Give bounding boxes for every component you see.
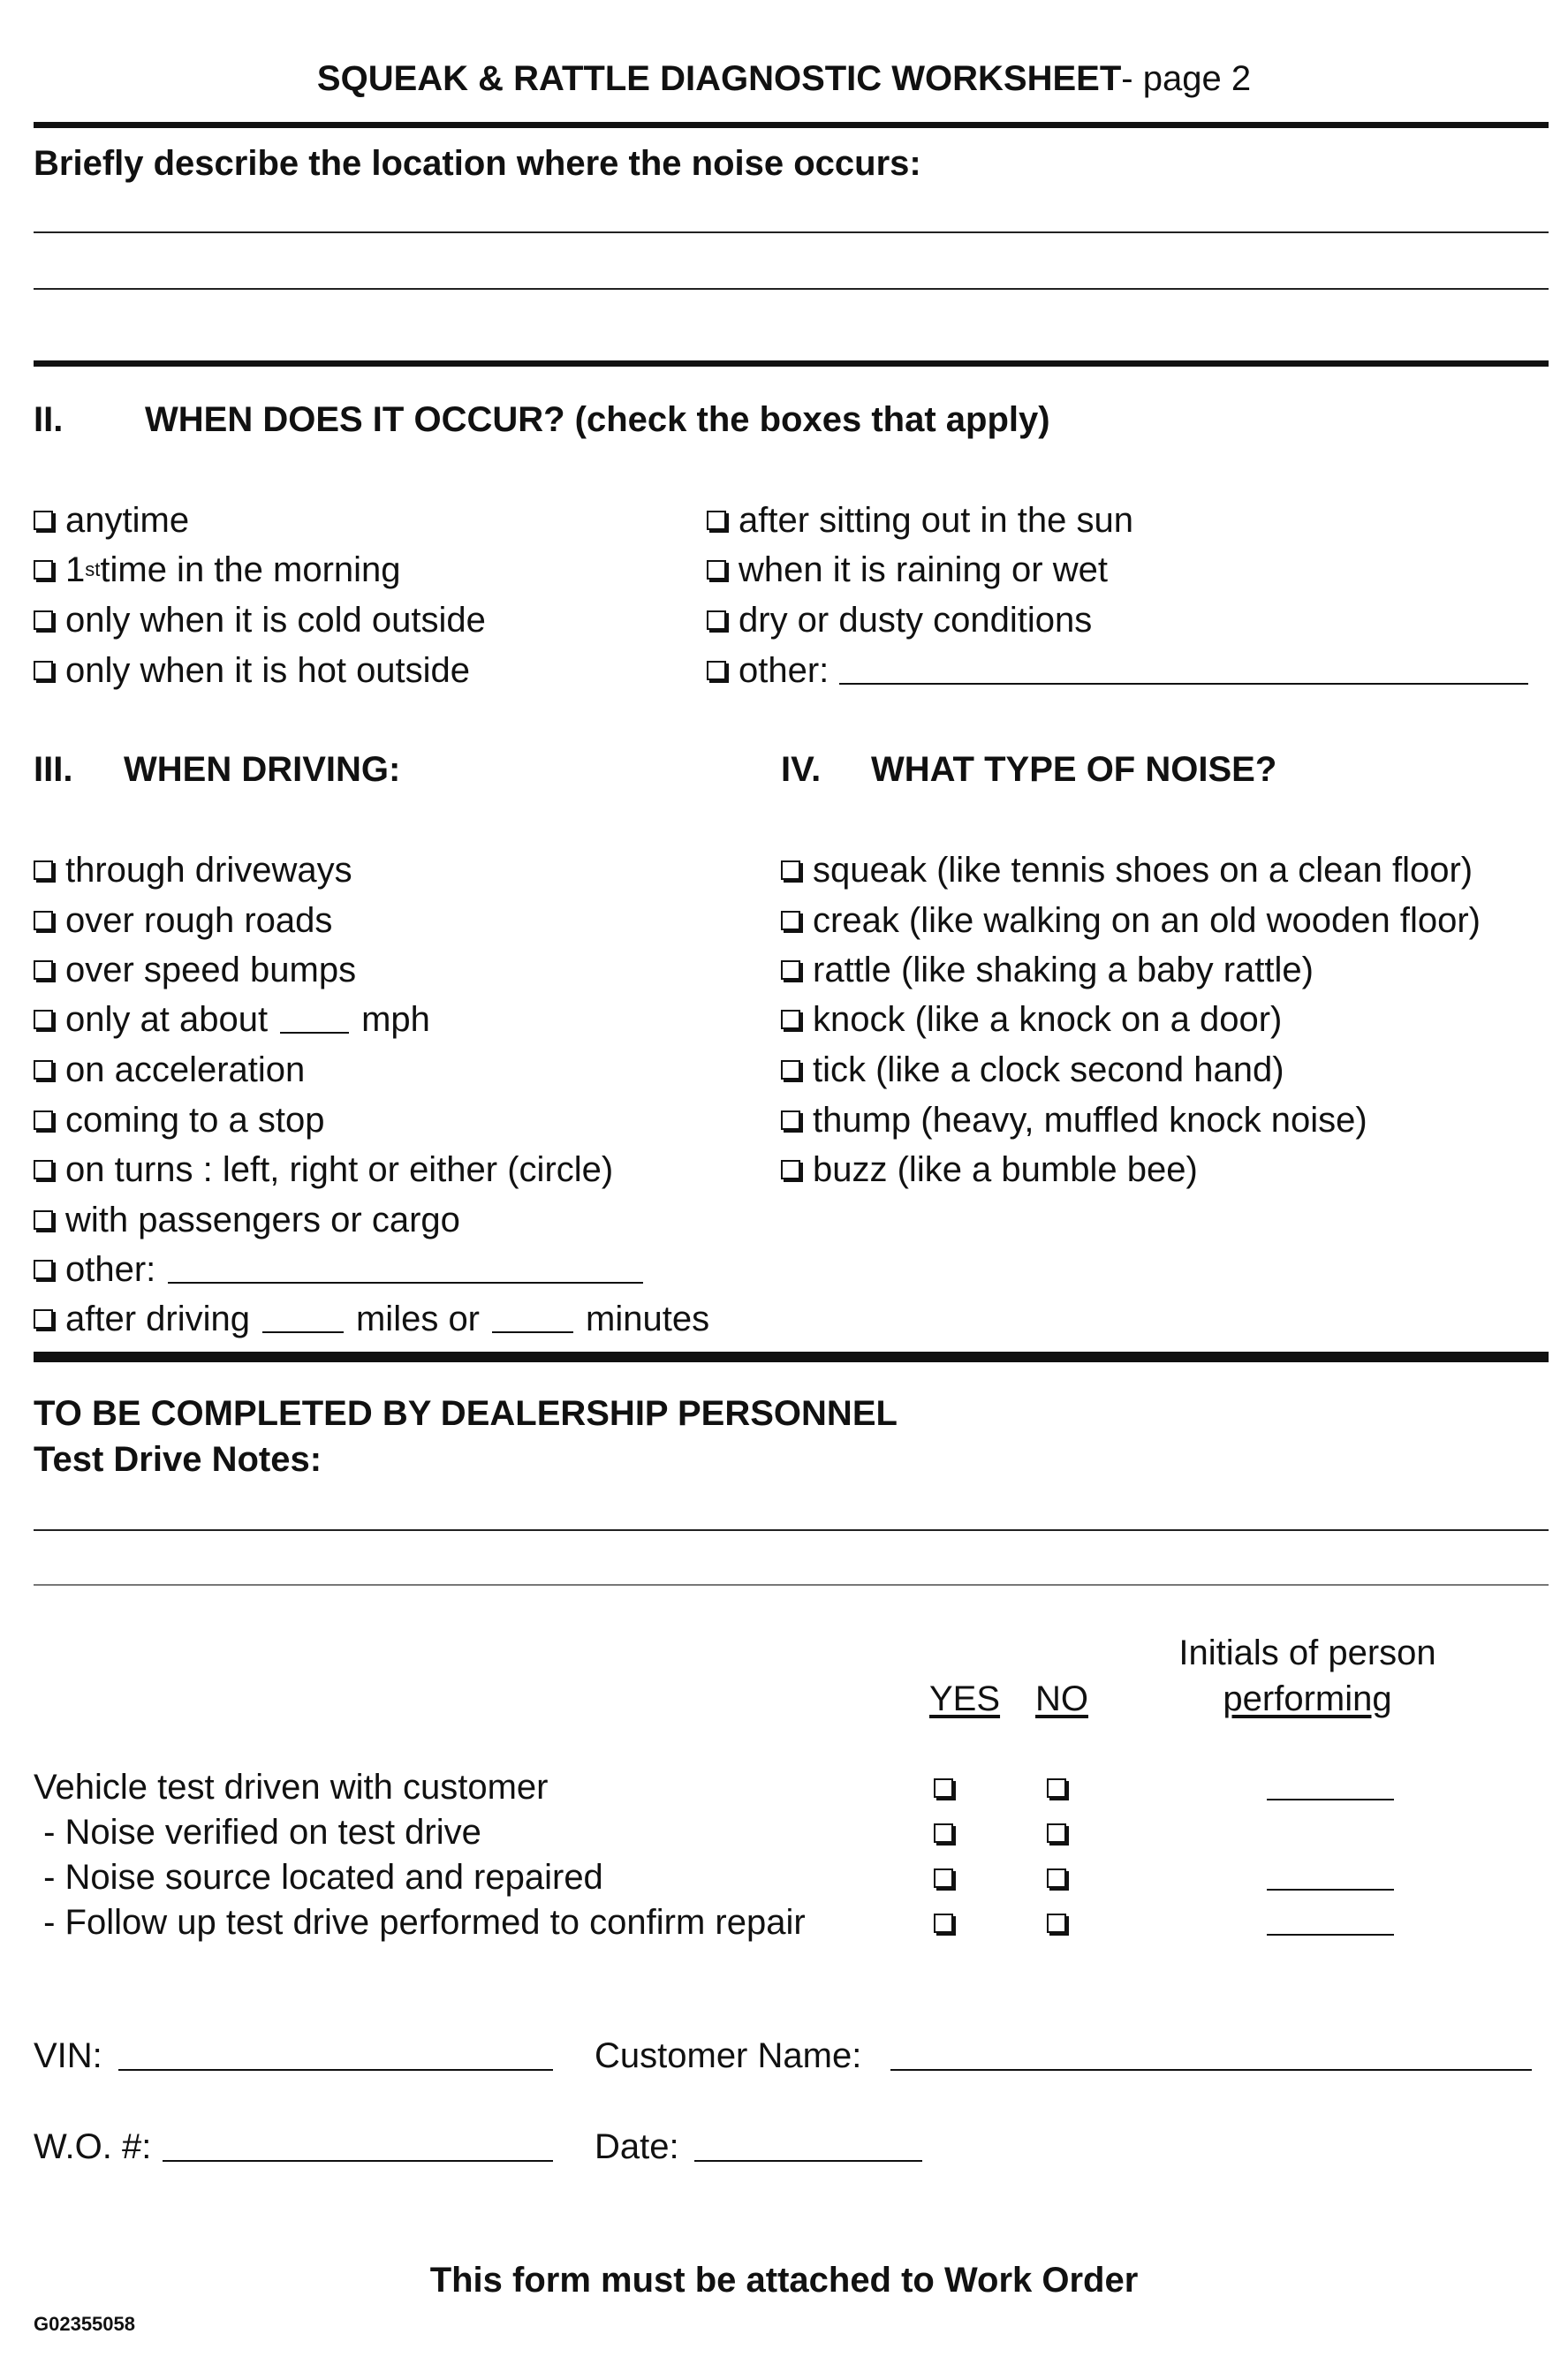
wo-field[interactable] <box>163 2160 553 2162</box>
occur-other-field[interactable] <box>839 656 1528 685</box>
verify-row-label: - Noise source located and repaired <box>34 1858 603 1897</box>
section-rule <box>34 360 1549 367</box>
occur-sun[interactable]: after sitting out in the sun <box>707 500 1133 541</box>
checkbox-icon[interactable] <box>34 1010 53 1029</box>
driving-other[interactable]: other: <box>34 1249 643 1290</box>
yes-checkbox[interactable] <box>934 1914 953 1933</box>
noise-rattle[interactable]: rattle (like shaking a baby rattle) <box>781 950 1314 990</box>
occur-first-time-morning[interactable]: 1 st time in the morning <box>34 550 401 590</box>
customer-name-label: Customer Name: <box>595 2036 862 2075</box>
checkbox-icon[interactable] <box>781 911 800 930</box>
yes-checkbox[interactable] <box>934 1868 953 1888</box>
occur-dusty[interactable]: dry or dusty conditions <box>707 600 1092 640</box>
checkbox-icon[interactable] <box>34 1260 53 1279</box>
driving-turns[interactable]: on turns : left, right or either (circle) <box>34 1149 613 1190</box>
checkbox-icon[interactable] <box>34 661 53 680</box>
driving-stop[interactable]: coming to a stop <box>34 1100 325 1141</box>
checkbox-icon[interactable] <box>781 1160 800 1179</box>
checkbox-icon[interactable] <box>707 610 726 630</box>
occur-anytime[interactable]: anytime <box>34 500 189 541</box>
noise-creak[interactable]: creak (like walking on an old wooden floor) <box>781 900 1481 941</box>
noise-squeak[interactable]: squeak (like tennis shoes on a clean floor) <box>781 850 1473 891</box>
page-title <box>0 58 1568 99</box>
noise-tick[interactable]: tick (like a clock second hand) <box>781 1050 1284 1090</box>
checkbox-icon[interactable] <box>707 661 726 680</box>
checkbox-icon[interactable] <box>34 960 53 980</box>
yes-header: YES <box>929 1679 1001 1718</box>
section4-numeral: IV. <box>781 750 822 789</box>
vin-field[interactable] <box>118 2069 553 2071</box>
checkbox-icon[interactable] <box>34 511 53 530</box>
worksheet-title: SQUEAK & RATTLE DIAGNOSTIC WORKSHEET <box>316 59 1122 98</box>
vin-label: VIN: <box>34 2036 102 2075</box>
driving-other-field[interactable] <box>168 1255 643 1284</box>
form-code: G02355058 <box>34 2313 135 2335</box>
initials-header-2: performing <box>1223 1679 1392 1718</box>
wo-label: W.O. #: <box>34 2127 152 2166</box>
driving-speed-bumps[interactable]: over speed bumps <box>34 950 356 990</box>
verify-row-label: Vehicle test driven with customer <box>34 1768 549 1807</box>
miles-field[interactable] <box>262 1305 344 1333</box>
date-field[interactable] <box>694 2160 922 2162</box>
checkbox-icon[interactable] <box>34 1309 53 1329</box>
occur-raining[interactable]: when it is raining or wet <box>707 550 1108 590</box>
verify-row-label: - Noise verified on test drive <box>34 1813 481 1852</box>
checkbox-icon[interactable] <box>781 1010 800 1029</box>
occur-other[interactable]: other: <box>707 650 1528 691</box>
section4-heading: WHAT TYPE OF NOISE? <box>871 750 1277 789</box>
header-rule <box>34 122 1549 128</box>
checkbox-icon[interactable] <box>34 1110 53 1130</box>
driving-acceleration[interactable]: on acceleration <box>34 1050 305 1090</box>
checkbox-icon[interactable] <box>707 560 726 580</box>
section2-heading: WHEN DOES IT OCCUR? (check the boxes that apply) <box>145 400 1050 439</box>
driving-rough-roads[interactable]: over rough roads <box>34 900 332 941</box>
checkbox-icon[interactable] <box>34 560 53 580</box>
section-divider-heavy <box>34 1352 1549 1362</box>
location-line-1[interactable] <box>34 231 1549 233</box>
no-header: NO <box>1035 1679 1088 1718</box>
checkbox-icon[interactable] <box>781 1110 800 1130</box>
no-checkbox[interactable] <box>1047 1914 1066 1933</box>
noise-thump[interactable]: thump (heavy, muffled knock noise) <box>781 1100 1367 1141</box>
section3-heading: WHEN DRIVING: <box>124 750 401 789</box>
checkbox-icon[interactable] <box>34 911 53 930</box>
customer-name-field[interactable] <box>890 2069 1532 2071</box>
yes-checkbox[interactable] <box>934 1778 953 1798</box>
yes-checkbox[interactable] <box>934 1823 953 1843</box>
speed-field[interactable] <box>280 1005 349 1034</box>
location-line-2[interactable] <box>34 288 1549 290</box>
checkbox-icon[interactable] <box>34 1210 53 1230</box>
checkbox-icon[interactable] <box>781 860 800 880</box>
driving-passengers[interactable]: with passengers or cargo <box>34 1200 460 1240</box>
checkbox-icon[interactable] <box>781 960 800 980</box>
noise-buzz[interactable]: buzz (like a bumble bee) <box>781 1149 1198 1190</box>
checkbox-icon[interactable] <box>781 1060 800 1080</box>
test-drive-notes-label: Test Drive Notes: <box>34 1440 322 1479</box>
driving-speed[interactable]: only at about mph <box>34 999 430 1040</box>
checkbox-icon[interactable] <box>707 511 726 530</box>
notes-line-2[interactable] <box>34 1584 1549 1586</box>
initials-field[interactable] <box>1267 1799 1394 1800</box>
initials-field[interactable] <box>1267 1934 1394 1936</box>
page-number: - page 2 <box>1121 59 1252 98</box>
location-prompt: Briefly describe the location where the noise occurs: <box>34 144 921 183</box>
no-checkbox[interactable] <box>1047 1823 1066 1843</box>
occur-cold[interactable]: only when it is cold outside <box>34 600 486 640</box>
checkbox-icon[interactable] <box>34 1160 53 1179</box>
no-checkbox[interactable] <box>1047 1868 1066 1888</box>
checkbox-icon[interactable] <box>34 1060 53 1080</box>
initials-header-1: Initials of person <box>1178 1633 1436 1672</box>
dealer-heading: TO BE COMPLETED BY DEALERSHIP PERSONNEL <box>34 1394 898 1433</box>
driving-after[interactable]: after driving miles or minutes <box>34 1299 709 1339</box>
section3-numeral: III. <box>34 750 73 789</box>
checkbox-icon[interactable] <box>34 860 53 880</box>
noise-knock[interactable]: knock (like a knock on a door) <box>781 999 1282 1040</box>
driving-driveways[interactable]: through driveways <box>34 850 352 891</box>
attach-notice: This form must be attached to Work Order <box>429 2261 1139 2300</box>
no-checkbox[interactable] <box>1047 1778 1066 1798</box>
initials-field[interactable] <box>1267 1889 1394 1891</box>
checkbox-icon[interactable] <box>34 610 53 630</box>
notes-line-1[interactable] <box>34 1529 1549 1531</box>
verify-row-label: - Follow up test drive performed to confirm repair <box>34 1903 806 1942</box>
date-label: Date: <box>595 2127 679 2166</box>
minutes-field[interactable] <box>492 1305 573 1333</box>
section2-numeral: II. <box>34 400 64 439</box>
occur-hot[interactable]: only when it is hot outside <box>34 650 470 691</box>
